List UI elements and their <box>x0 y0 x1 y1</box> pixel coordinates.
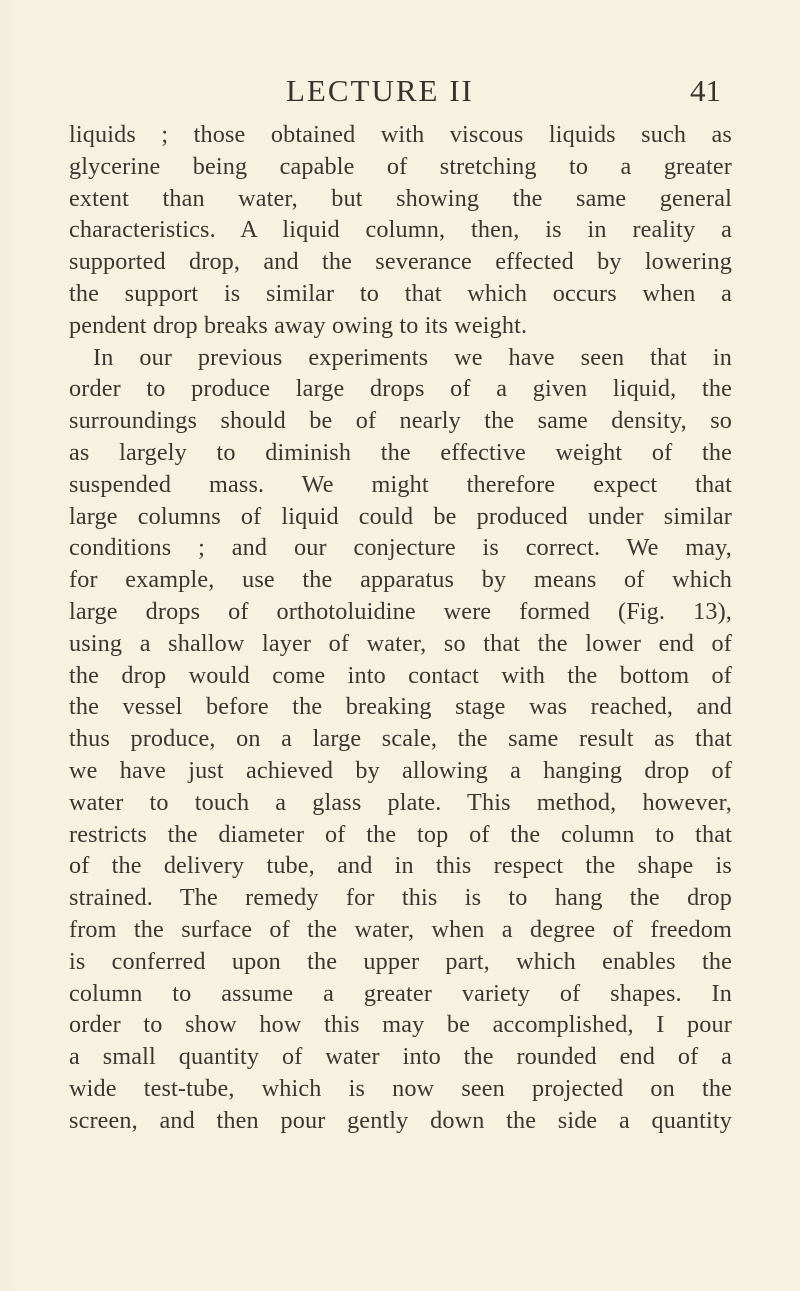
text-line: large drops of orthotoluidine were formed (Fig. 13), <box>69 597 732 625</box>
body-text <box>69 119 732 1137</box>
text-line: for example, use the apparatus by means of which <box>69 566 732 594</box>
text-line: column to assume a greater variety of shapes. In <box>69 979 732 1007</box>
text-line: large columns of liquid could be produced under similar <box>69 502 732 530</box>
text-line: restricts the diameter of the top of the column to that <box>69 820 732 848</box>
text-line: wide test-tube, which is now seen projected on the <box>69 1074 732 1102</box>
text-line: conditions ; and our conjecture is correct. We may, <box>69 534 732 562</box>
text-line: surroundings should be of nearly the same density, so <box>69 407 732 435</box>
text-line: the vessel before the breaking stage was reached, and <box>69 693 732 721</box>
chapter-title: LECTURE II <box>286 73 474 108</box>
text-line: a small quantity of water into the rounded end of a <box>69 1043 732 1071</box>
text-line: glycerine being capable of stretching to a greater <box>69 152 732 180</box>
text-line: the support is similar to that which occurs when a <box>69 279 732 307</box>
text-line: is conferred upon the upper part, which enables the <box>69 947 732 975</box>
text-line: liquids ; those obtained with viscous liquids such as <box>69 121 732 148</box>
text-line: from the surface of the water, when a degree of freedom <box>69 915 732 943</box>
text-line: as largely to diminish the effective weight of the <box>69 438 732 466</box>
text-line: strained. The remedy for this is to hang the drop <box>69 884 732 912</box>
text-line: characteristics. A liquid column, then, is in reality a <box>69 216 732 244</box>
running-head <box>0 73 800 113</box>
text-line: thus produce, on a large scale, the same result as that <box>69 725 732 753</box>
text-line: extent than water, but showing the same general <box>69 184 732 212</box>
text-line: supported drop, and the severance effected by lowering <box>69 248 732 276</box>
text-line: the drop would come into contact with the bottom of <box>69 661 732 689</box>
text-line: order to produce large drops of a given liquid, the <box>69 375 732 403</box>
text-line: using a shallow layer of water, so that the lower end of <box>69 629 732 657</box>
page-number: 41 <box>690 73 721 108</box>
text-line: of the delivery tube, and in this respect the shape is <box>69 852 732 880</box>
text-line: pendent drop breaks away owing to its weight. <box>69 311 528 339</box>
paragraph-start-line: In our previous experiments we have seen that in <box>93 343 732 371</box>
text-line: we have just achieved by allowing a hanging drop of <box>69 756 732 784</box>
text-line: order to show how this may be accomplished, I pour <box>69 1011 732 1039</box>
text-line: screen, and then pour gently down the side a quantity <box>69 1106 732 1134</box>
text-line: water to touch a glass plate. This method, however, <box>69 788 732 816</box>
text-line: suspended mass. We might therefore expect that <box>69 470 732 498</box>
